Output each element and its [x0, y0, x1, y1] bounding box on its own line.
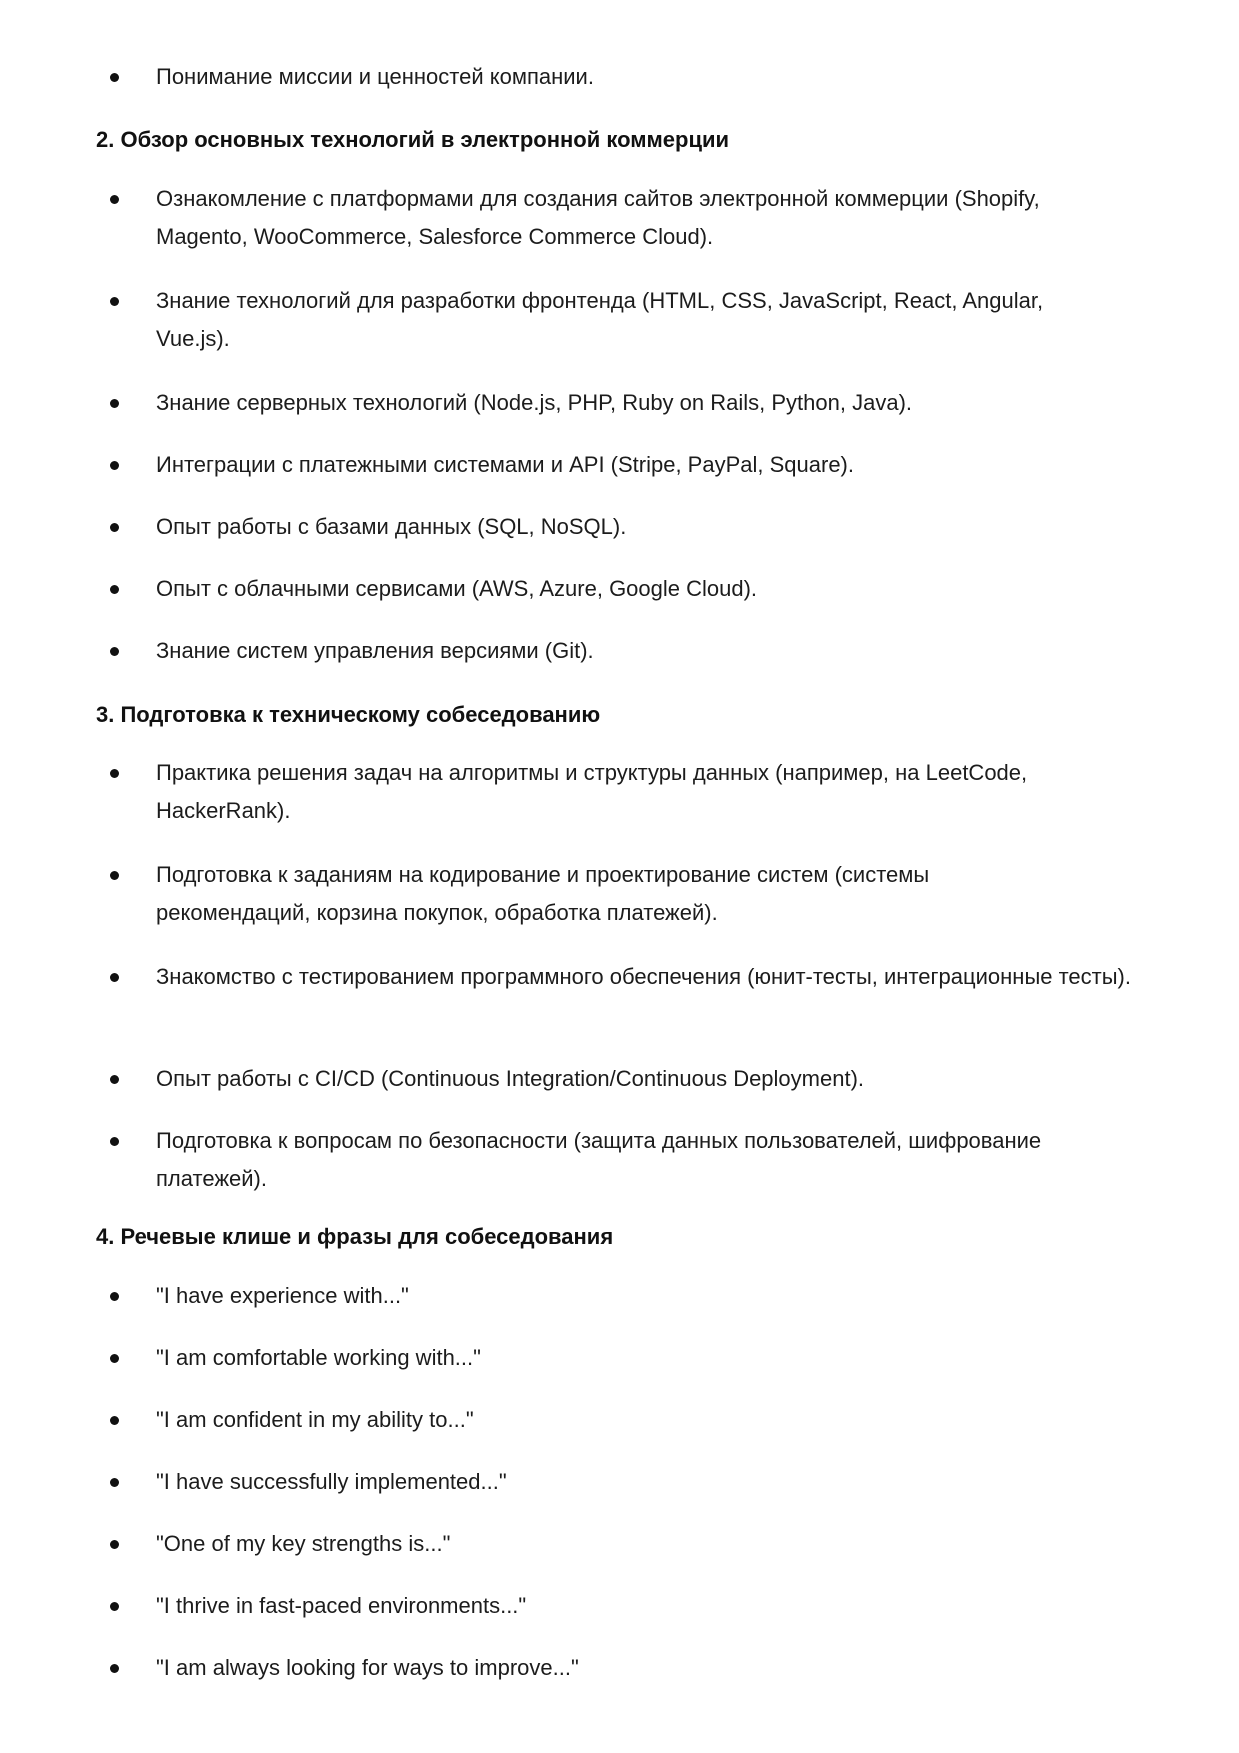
bullet-icon — [110, 647, 119, 656]
bullet-icon — [110, 1137, 119, 1146]
list-item-text: Знание технологий для разработки фронтенда (HTML, CSS, JavaScript, React, Angular, Vue.js). — [156, 288, 1044, 351]
bullet-icon — [110, 1602, 119, 1611]
list-item-text: Интеграции с платежными системами и API (Stripe, PayPal, Square). — [156, 452, 854, 477]
bullet-icon — [110, 585, 119, 594]
list-item — [130, 1587, 1130, 1625]
bullet-icon — [110, 1292, 119, 1301]
list-item-text: "I am confident in my ability to..." — [156, 1407, 474, 1432]
bullet-icon — [110, 871, 119, 880]
list-item-text: Понимание миссии и ценностей компании. — [156, 64, 594, 89]
bullet-icon — [110, 195, 119, 204]
list-item-text: "I have experience with..." — [156, 1283, 409, 1308]
list-item — [130, 58, 1130, 96]
list-item — [130, 1649, 1130, 1687]
list-item — [130, 754, 1100, 830]
list-item — [130, 856, 1030, 932]
bullet-icon — [110, 1664, 119, 1673]
bullet-icon — [110, 1075, 119, 1084]
list-item-text: "I am comfortable working with..." — [156, 1345, 481, 1370]
list-item-text: Практика решения задач на алгоритмы и структуры данных (например, на LeetCode, HackerRank). — [156, 760, 1028, 823]
list-item-text: Ознакомление с платформами для создания сайтов электронной коммерции (Shopify, Magento, WooCommerce, Salesforce Commerce Cloud). — [156, 186, 1040, 249]
bullet-icon — [110, 461, 119, 470]
bullet-icon — [110, 769, 119, 778]
list-item-text: "I thrive in fast-paced environments..." — [156, 1593, 527, 1618]
bullet-icon — [110, 973, 119, 982]
list-item — [130, 1525, 1130, 1563]
list-item — [130, 1277, 1130, 1315]
list-item-text: "I am always looking for ways to improve..." — [156, 1655, 579, 1680]
list-item-text: Опыт с облачными сервисами (AWS, Azure, Google Cloud). — [156, 576, 758, 601]
list-item-text: Знание серверных технологий (Node.js, PHP, Ruby on Rails, Python, Java). — [156, 390, 913, 415]
bullet-icon — [110, 297, 119, 306]
bullet-icon — [110, 1416, 119, 1425]
list-item-text: Знание систем управления версиями (Git). — [156, 638, 594, 663]
list-item — [130, 282, 1090, 358]
bullet-icon — [110, 1540, 119, 1549]
list-item — [130, 1122, 1120, 1198]
list-item — [130, 958, 1140, 996]
list-item-text: Опыт работы с базами данных (SQL, NoSQL). — [156, 514, 627, 539]
list-item-text: Подготовка к заданиям на кодирование и проектирование систем (системы рекомендаций, корзина покупок, обработка платежей). — [156, 862, 930, 925]
section-heading: 3. Подготовка к техническому собеседованию — [96, 702, 601, 727]
list-item — [130, 1060, 1130, 1098]
list-item-text: Знакомство с тестированием программного обеспечения (юнит-тесты, интеграционные тесты). — [156, 964, 1131, 989]
list-item — [130, 570, 1130, 608]
bullet-icon — [110, 73, 119, 82]
list-item-text: Опыт работы с CI/CD (Continuous Integration/Continuous Deployment). — [156, 1066, 865, 1091]
list-item — [130, 384, 1130, 422]
bullet-icon — [110, 399, 119, 408]
bullet-icon — [110, 1354, 119, 1363]
bullet-icon — [110, 523, 119, 532]
list-item — [130, 632, 1130, 670]
list-item — [130, 1401, 1130, 1439]
list-item — [130, 1463, 1130, 1501]
list-item — [130, 1339, 1130, 1377]
list-item — [130, 508, 1130, 546]
bullet-icon — [110, 1478, 119, 1487]
list-item — [130, 180, 1120, 256]
section-heading: 4. Речевые клише и фразы для собеседования — [96, 1224, 614, 1249]
list-item — [130, 446, 1130, 484]
list-item-text: "One of my key strengths is..." — [156, 1531, 451, 1556]
list-item-text: "I have successfully implemented..." — [156, 1469, 507, 1494]
section-heading: 2. Обзор основных технологий в электронной коммерции — [96, 127, 730, 152]
list-item-text: Подготовка к вопросам по безопасности (защита данных пользователей, шифрование платежей). — [156, 1128, 1042, 1191]
